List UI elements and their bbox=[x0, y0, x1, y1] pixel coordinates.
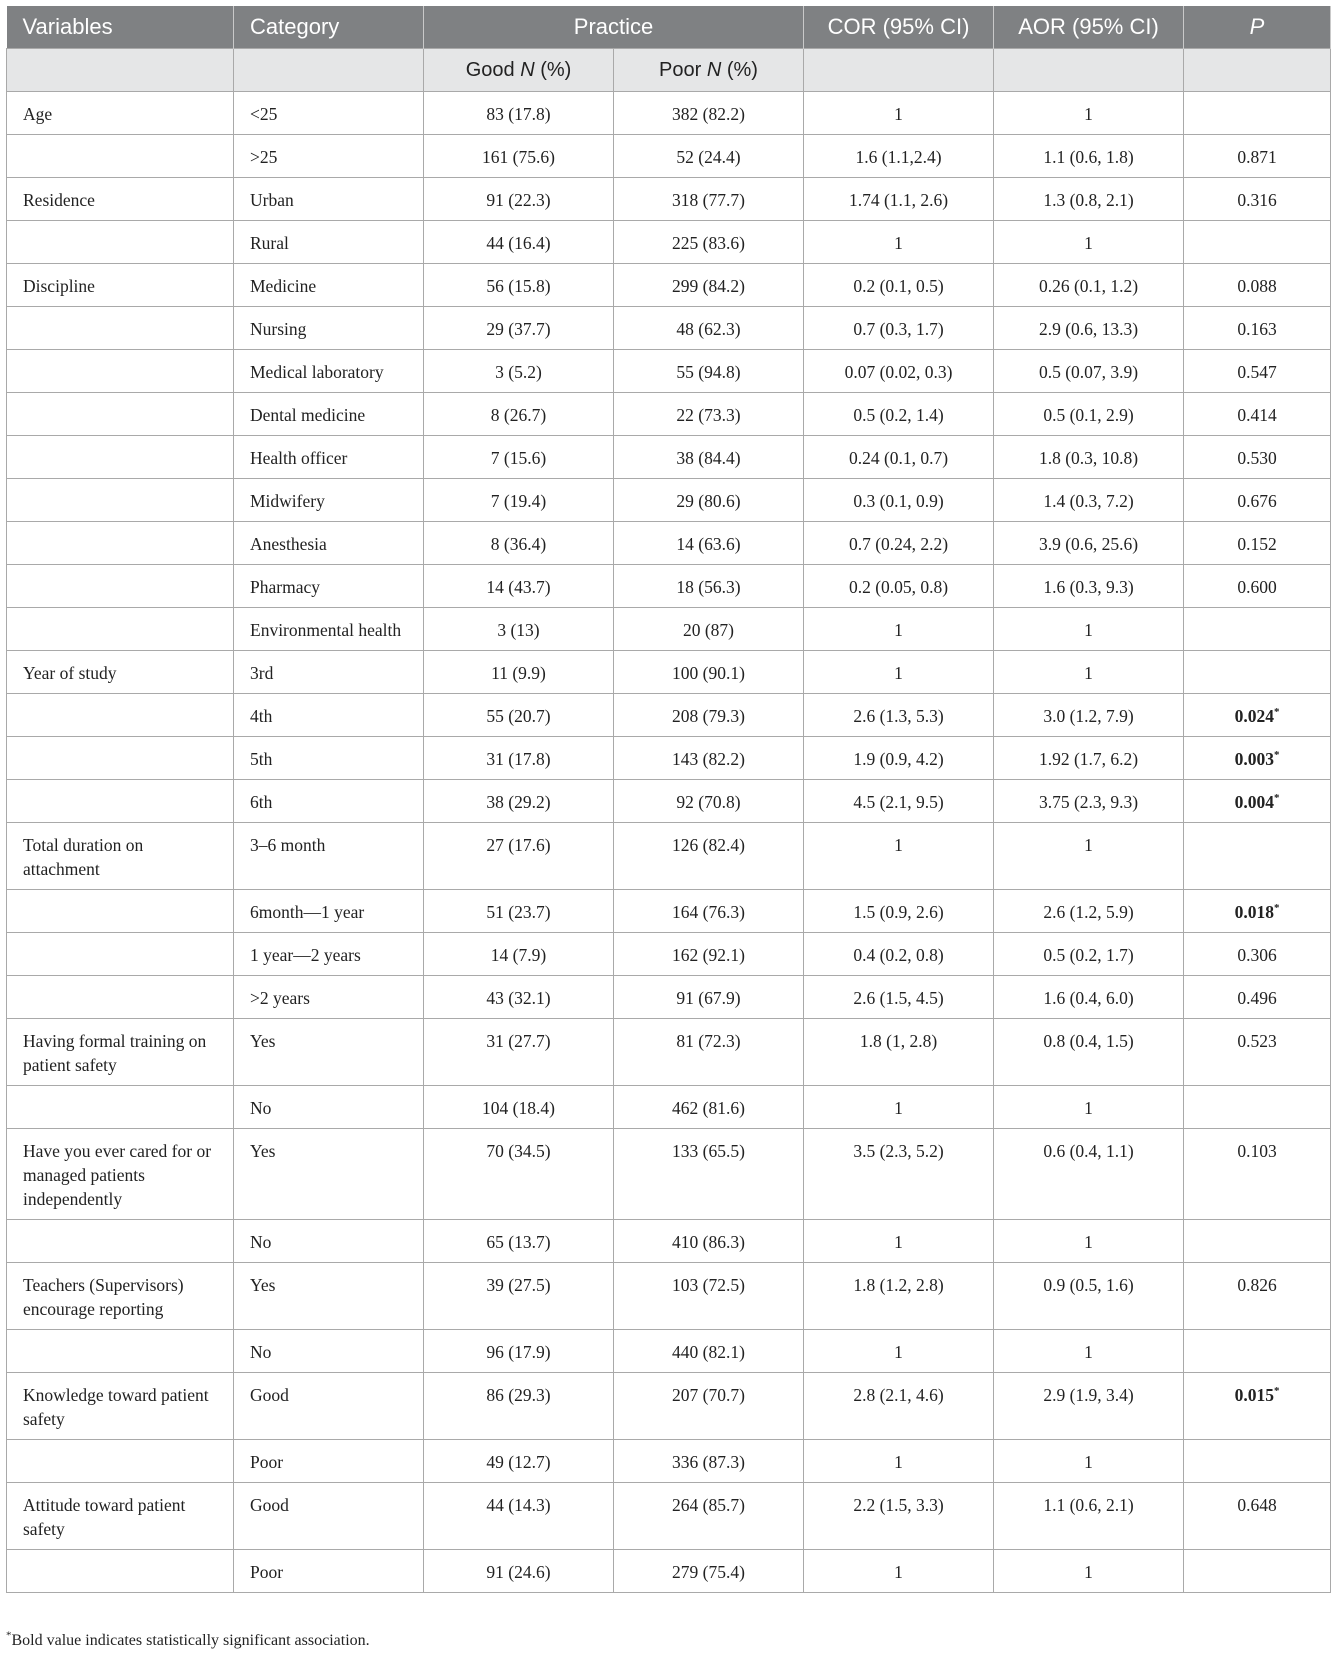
cell-poor: 318 (77.7) bbox=[614, 178, 804, 221]
cell-variable bbox=[7, 135, 234, 178]
table-row bbox=[7, 436, 1331, 479]
cell-p-value bbox=[1184, 1440, 1331, 1483]
cell-cor: 1 bbox=[804, 608, 994, 651]
cell-category: Nursing bbox=[234, 307, 424, 350]
cell-aor: 1.3 (0.8, 2.1) bbox=[994, 178, 1184, 221]
cell-cor: 1 bbox=[804, 221, 994, 264]
cell-category: Urban bbox=[234, 178, 424, 221]
cell-poor: 29 (80.6) bbox=[614, 479, 804, 522]
cell-variable bbox=[7, 694, 234, 737]
cell-aor: 1.4 (0.3, 7.2) bbox=[994, 479, 1184, 522]
cell-category: Rural bbox=[234, 221, 424, 264]
cell-poor: 440 (82.1) bbox=[614, 1330, 804, 1373]
cell-poor: 164 (76.3) bbox=[614, 890, 804, 933]
cell-cor: 3.5 (2.3, 5.2) bbox=[804, 1129, 994, 1220]
cell-category: 4th bbox=[234, 694, 424, 737]
cell-variable bbox=[7, 1086, 234, 1129]
cell-good: 8 (26.7) bbox=[424, 393, 614, 436]
cell-poor: 126 (82.4) bbox=[614, 823, 804, 890]
cell-poor: 410 (86.3) bbox=[614, 1220, 804, 1263]
cell-p-value: 0.088 bbox=[1184, 264, 1331, 307]
cell-poor: 462 (81.6) bbox=[614, 1086, 804, 1129]
table-row bbox=[7, 1220, 1331, 1263]
cell-p-value bbox=[1184, 823, 1331, 890]
cell-variable bbox=[7, 890, 234, 933]
table-row bbox=[7, 221, 1331, 264]
cell-aor: 3.0 (1.2, 7.9) bbox=[994, 694, 1184, 737]
cell-good: 104 (18.4) bbox=[424, 1086, 614, 1129]
cell-good: 65 (13.7) bbox=[424, 1220, 614, 1263]
table-row bbox=[7, 1129, 1331, 1220]
cell-variable bbox=[7, 522, 234, 565]
cell-good: 39 (27.5) bbox=[424, 1263, 614, 1330]
cell-poor: 100 (90.1) bbox=[614, 651, 804, 694]
cell-aor: 1.92 (1.7, 6.2) bbox=[994, 737, 1184, 780]
cell-good: 27 (17.6) bbox=[424, 823, 614, 890]
subheader-blank-1 bbox=[7, 49, 234, 92]
cell-category: 6th bbox=[234, 780, 424, 823]
table-row bbox=[7, 1019, 1331, 1086]
cell-good: 43 (32.1) bbox=[424, 976, 614, 1019]
table-row bbox=[7, 1550, 1331, 1593]
cell-variable: Total duration on attachment bbox=[7, 823, 234, 890]
cell-aor: 1 bbox=[994, 92, 1184, 135]
cell-poor: 103 (72.5) bbox=[614, 1263, 804, 1330]
cell-aor: 0.6 (0.4, 1.1) bbox=[994, 1129, 1184, 1220]
cell-cor: 1.6 (1.1,2.4) bbox=[804, 135, 994, 178]
cell-cor: 1.8 (1, 2.8) bbox=[804, 1019, 994, 1086]
cell-aor: 1 bbox=[994, 651, 1184, 694]
cell-cor: 0.2 (0.1, 0.5) bbox=[804, 264, 994, 307]
cell-p-value: 0.600 bbox=[1184, 565, 1331, 608]
cell-variable: Discipline bbox=[7, 264, 234, 307]
cell-poor: 382 (82.2) bbox=[614, 92, 804, 135]
cell-poor: 22 (73.3) bbox=[614, 393, 804, 436]
cell-variable bbox=[7, 976, 234, 1019]
cell-p-value bbox=[1184, 221, 1331, 264]
cell-variable bbox=[7, 1220, 234, 1263]
table-row bbox=[7, 393, 1331, 436]
cell-good: 161 (75.6) bbox=[424, 135, 614, 178]
cell-cor: 2.6 (1.5, 4.5) bbox=[804, 976, 994, 1019]
cell-aor: 1.8 (0.3, 10.8) bbox=[994, 436, 1184, 479]
cell-cor: 1.8 (1.2, 2.8) bbox=[804, 1263, 994, 1330]
cell-variable bbox=[7, 565, 234, 608]
table-row bbox=[7, 1373, 1331, 1440]
cell-category: Dental medicine bbox=[234, 393, 424, 436]
header-variables: Variables bbox=[7, 6, 234, 49]
subheader-blank-3 bbox=[804, 49, 994, 92]
cell-poor: 264 (85.7) bbox=[614, 1483, 804, 1550]
header-practice: Practice bbox=[424, 6, 804, 49]
cell-aor: 0.8 (0.4, 1.5) bbox=[994, 1019, 1184, 1086]
cell-cor: 0.2 (0.05, 0.8) bbox=[804, 565, 994, 608]
cell-p-value bbox=[1184, 1330, 1331, 1373]
table-row bbox=[7, 307, 1331, 350]
cell-variable: Have you ever cared for or managed patients independently bbox=[7, 1129, 234, 1220]
cell-poor: 92 (70.8) bbox=[614, 780, 804, 823]
cell-poor: 336 (87.3) bbox=[614, 1440, 804, 1483]
cell-cor: 0.4 (0.2, 0.8) bbox=[804, 933, 994, 976]
cell-p-value: 0.530 bbox=[1184, 436, 1331, 479]
cell-p-value bbox=[1184, 1550, 1331, 1593]
cell-p-value: 0.003* bbox=[1184, 737, 1331, 780]
table-row bbox=[7, 522, 1331, 565]
cell-aor: 1 bbox=[994, 1086, 1184, 1129]
cell-variable: Age bbox=[7, 92, 234, 135]
cell-category: No bbox=[234, 1220, 424, 1263]
table-row bbox=[7, 92, 1331, 135]
cell-good: 86 (29.3) bbox=[424, 1373, 614, 1440]
cell-cor: 1.9 (0.9, 4.2) bbox=[804, 737, 994, 780]
cell-p-value: 0.676 bbox=[1184, 479, 1331, 522]
cell-aor: 3.75 (2.3, 9.3) bbox=[994, 780, 1184, 823]
header-aor: AOR (95% CI) bbox=[994, 6, 1184, 49]
subheader-poor: Poor N (%) bbox=[614, 49, 804, 92]
cell-variable bbox=[7, 350, 234, 393]
cell-aor: 2.6 (1.2, 5.9) bbox=[994, 890, 1184, 933]
cell-category: >2 years bbox=[234, 976, 424, 1019]
table-row bbox=[7, 890, 1331, 933]
cell-poor: 91 (67.9) bbox=[614, 976, 804, 1019]
cell-cor: 1 bbox=[804, 651, 994, 694]
cell-category: 5th bbox=[234, 737, 424, 780]
header-row bbox=[7, 6, 1331, 49]
cell-aor: 0.9 (0.5, 1.6) bbox=[994, 1263, 1184, 1330]
cell-category: 6month—1 year bbox=[234, 890, 424, 933]
cell-category: Yes bbox=[234, 1019, 424, 1086]
cell-category: <25 bbox=[234, 92, 424, 135]
cell-category: Poor bbox=[234, 1440, 424, 1483]
cell-variable bbox=[7, 780, 234, 823]
cell-category: Poor bbox=[234, 1550, 424, 1593]
header-category: Category bbox=[234, 6, 424, 49]
cell-cor: 1 bbox=[804, 1440, 994, 1483]
cell-category: Health officer bbox=[234, 436, 424, 479]
cell-p-value: 0.871 bbox=[1184, 135, 1331, 178]
cell-poor: 20 (87) bbox=[614, 608, 804, 651]
cell-category: Anesthesia bbox=[234, 522, 424, 565]
table-row bbox=[7, 651, 1331, 694]
cell-aor: 1.1 (0.6, 2.1) bbox=[994, 1483, 1184, 1550]
cell-poor: 208 (79.3) bbox=[614, 694, 804, 737]
header-p: P bbox=[1184, 6, 1331, 49]
table-row bbox=[7, 737, 1331, 780]
cell-good: 7 (19.4) bbox=[424, 479, 614, 522]
cell-category: 3rd bbox=[234, 651, 424, 694]
cell-variable bbox=[7, 436, 234, 479]
cell-aor: 1 bbox=[994, 221, 1184, 264]
cell-p-value: 0.523 bbox=[1184, 1019, 1331, 1086]
cell-cor: 1 bbox=[804, 1330, 994, 1373]
cell-variable: Having formal training on patient safety bbox=[7, 1019, 234, 1086]
cell-aor: 0.26 (0.1, 1.2) bbox=[994, 264, 1184, 307]
cell-p-value: 0.414 bbox=[1184, 393, 1331, 436]
cell-cor: 1 bbox=[804, 92, 994, 135]
cell-good: 91 (22.3) bbox=[424, 178, 614, 221]
cell-cor: 2.2 (1.5, 3.3) bbox=[804, 1483, 994, 1550]
cell-category: >25 bbox=[234, 135, 424, 178]
cell-good: 14 (7.9) bbox=[424, 933, 614, 976]
table-row bbox=[7, 264, 1331, 307]
cell-p-value: 0.152 bbox=[1184, 522, 1331, 565]
cell-variable: Residence bbox=[7, 178, 234, 221]
cell-poor: 225 (83.6) bbox=[614, 221, 804, 264]
cell-variable bbox=[7, 1550, 234, 1593]
cell-good: 3 (5.2) bbox=[424, 350, 614, 393]
table-row bbox=[7, 565, 1331, 608]
cell-aor: 1.6 (0.4, 6.0) bbox=[994, 976, 1184, 1019]
cell-aor: 2.9 (0.6, 13.3) bbox=[994, 307, 1184, 350]
cell-good: 44 (16.4) bbox=[424, 221, 614, 264]
cell-good: 8 (36.4) bbox=[424, 522, 614, 565]
cell-cor: 1.5 (0.9, 2.6) bbox=[804, 890, 994, 933]
cell-poor: 52 (24.4) bbox=[614, 135, 804, 178]
cell-good: 3 (13) bbox=[424, 608, 614, 651]
subheader-row bbox=[7, 49, 1331, 92]
cell-aor: 1 bbox=[994, 823, 1184, 890]
cell-cor: 4.5 (2.1, 9.5) bbox=[804, 780, 994, 823]
cell-category: 3–6 month bbox=[234, 823, 424, 890]
cell-category: Yes bbox=[234, 1129, 424, 1220]
cell-category: Pharmacy bbox=[234, 565, 424, 608]
cell-aor: 1.1 (0.6, 1.8) bbox=[994, 135, 1184, 178]
cell-good: 83 (17.8) bbox=[424, 92, 614, 135]
cell-cor: 0.7 (0.3, 1.7) bbox=[804, 307, 994, 350]
cell-category: 1 year—2 years bbox=[234, 933, 424, 976]
subheader-blank-2 bbox=[234, 49, 424, 92]
cell-aor: 1 bbox=[994, 1330, 1184, 1373]
cell-cor: 1 bbox=[804, 1220, 994, 1263]
cell-poor: 162 (92.1) bbox=[614, 933, 804, 976]
cell-poor: 143 (82.2) bbox=[614, 737, 804, 780]
table-row bbox=[7, 178, 1331, 221]
cell-cor: 0.3 (0.1, 0.9) bbox=[804, 479, 994, 522]
cell-variable bbox=[7, 307, 234, 350]
cell-good: 51 (23.7) bbox=[424, 890, 614, 933]
cell-poor: 38 (84.4) bbox=[614, 436, 804, 479]
cell-aor: 3.9 (0.6, 25.6) bbox=[994, 522, 1184, 565]
cell-good: 44 (14.3) bbox=[424, 1483, 614, 1550]
cell-p-value: 0.004* bbox=[1184, 780, 1331, 823]
cell-p-value: 0.103 bbox=[1184, 1129, 1331, 1220]
table-row bbox=[7, 933, 1331, 976]
cell-variable bbox=[7, 1440, 234, 1483]
cell-variable: Knowledge toward patient safety bbox=[7, 1373, 234, 1440]
cell-good: 96 (17.9) bbox=[424, 1330, 614, 1373]
cell-variable: Teachers (Supervisors) encourage reporting bbox=[7, 1263, 234, 1330]
cell-good: 91 (24.6) bbox=[424, 1550, 614, 1593]
table-row bbox=[7, 976, 1331, 1019]
cell-category: No bbox=[234, 1330, 424, 1373]
table-row bbox=[7, 1330, 1331, 1373]
table-row bbox=[7, 780, 1331, 823]
cell-aor: 1 bbox=[994, 1550, 1184, 1593]
cell-cor: 1 bbox=[804, 823, 994, 890]
header-cor: COR (95% CI) bbox=[804, 6, 994, 49]
cell-p-value: 0.547 bbox=[1184, 350, 1331, 393]
cell-p-value: 0.015* bbox=[1184, 1373, 1331, 1440]
cell-aor: 0.5 (0.07, 3.9) bbox=[994, 350, 1184, 393]
cell-good: 14 (43.7) bbox=[424, 565, 614, 608]
subheader-blank-5 bbox=[1184, 49, 1331, 92]
cell-poor: 14 (63.6) bbox=[614, 522, 804, 565]
cell-poor: 55 (94.8) bbox=[614, 350, 804, 393]
cell-p-value bbox=[1184, 608, 1331, 651]
cell-p-value: 0.496 bbox=[1184, 976, 1331, 1019]
cell-good: 55 (20.7) bbox=[424, 694, 614, 737]
cell-variable bbox=[7, 608, 234, 651]
cell-good: 70 (34.5) bbox=[424, 1129, 614, 1220]
table-row bbox=[7, 694, 1331, 737]
cell-cor: 0.5 (0.2, 1.4) bbox=[804, 393, 994, 436]
table-row bbox=[7, 823, 1331, 890]
cell-category: Good bbox=[234, 1373, 424, 1440]
cell-p-value: 0.648 bbox=[1184, 1483, 1331, 1550]
cell-p-value: 0.163 bbox=[1184, 307, 1331, 350]
cell-variable bbox=[7, 221, 234, 264]
cell-aor: 1 bbox=[994, 1440, 1184, 1483]
cell-variable bbox=[7, 737, 234, 780]
results-table-container bbox=[6, 6, 1330, 1593]
cell-poor: 81 (72.3) bbox=[614, 1019, 804, 1086]
table-row bbox=[7, 479, 1331, 522]
cell-good: 7 (15.6) bbox=[424, 436, 614, 479]
table-row bbox=[7, 608, 1331, 651]
cell-aor: 1.6 (0.3, 9.3) bbox=[994, 565, 1184, 608]
cell-variable bbox=[7, 393, 234, 436]
cell-poor: 133 (65.5) bbox=[614, 1129, 804, 1220]
cell-category: No bbox=[234, 1086, 424, 1129]
table-row bbox=[7, 1263, 1331, 1330]
cell-p-value: 0.024* bbox=[1184, 694, 1331, 737]
cell-category: Medicine bbox=[234, 264, 424, 307]
cell-cor: 2.8 (2.1, 4.6) bbox=[804, 1373, 994, 1440]
subheader-blank-4 bbox=[994, 49, 1184, 92]
cell-p-value bbox=[1184, 1220, 1331, 1263]
cell-p-value: 0.306 bbox=[1184, 933, 1331, 976]
cell-p-value bbox=[1184, 651, 1331, 694]
cell-good: 31 (17.8) bbox=[424, 737, 614, 780]
cell-category: Good bbox=[234, 1483, 424, 1550]
cell-variable: Year of study bbox=[7, 651, 234, 694]
cell-cor: 2.6 (1.3, 5.3) bbox=[804, 694, 994, 737]
cell-category: Environmental health bbox=[234, 608, 424, 651]
table-row bbox=[7, 1440, 1331, 1483]
cell-poor: 299 (84.2) bbox=[614, 264, 804, 307]
cell-variable bbox=[7, 479, 234, 522]
cell-good: 29 (37.7) bbox=[424, 307, 614, 350]
cell-aor: 1 bbox=[994, 1220, 1184, 1263]
table-row bbox=[7, 1483, 1331, 1550]
cell-category: Midwifery bbox=[234, 479, 424, 522]
cell-variable: Attitude toward patient safety bbox=[7, 1483, 234, 1550]
cell-poor: 207 (70.7) bbox=[614, 1373, 804, 1440]
cell-cor: 0.07 (0.02, 0.3) bbox=[804, 350, 994, 393]
association-table bbox=[6, 6, 1331, 1593]
cell-variable bbox=[7, 933, 234, 976]
cell-cor: 1 bbox=[804, 1086, 994, 1129]
cell-poor: 279 (75.4) bbox=[614, 1550, 804, 1593]
footnote: *Bold value indicates statistically significant association. bbox=[6, 1629, 370, 1649]
cell-p-value: 0.316 bbox=[1184, 178, 1331, 221]
cell-aor: 1 bbox=[994, 608, 1184, 651]
table-body bbox=[7, 92, 1331, 1593]
cell-variable bbox=[7, 1330, 234, 1373]
cell-aor: 2.9 (1.9, 3.4) bbox=[994, 1373, 1184, 1440]
cell-p-value bbox=[1184, 92, 1331, 135]
cell-aor: 0.5 (0.2, 1.7) bbox=[994, 933, 1184, 976]
table-row bbox=[7, 135, 1331, 178]
cell-cor: 1.74 (1.1, 2.6) bbox=[804, 178, 994, 221]
cell-p-value: 0.018* bbox=[1184, 890, 1331, 933]
cell-poor: 18 (56.3) bbox=[614, 565, 804, 608]
table-row bbox=[7, 1086, 1331, 1129]
cell-good: 56 (15.8) bbox=[424, 264, 614, 307]
cell-p-value: 0.826 bbox=[1184, 1263, 1331, 1330]
table-row bbox=[7, 350, 1331, 393]
cell-good: 38 (29.2) bbox=[424, 780, 614, 823]
cell-good: 31 (27.7) bbox=[424, 1019, 614, 1086]
cell-poor: 48 (62.3) bbox=[614, 307, 804, 350]
cell-good: 11 (9.9) bbox=[424, 651, 614, 694]
cell-cor: 0.24 (0.1, 0.7) bbox=[804, 436, 994, 479]
cell-p-value bbox=[1184, 1086, 1331, 1129]
cell-aor: 0.5 (0.1, 2.9) bbox=[994, 393, 1184, 436]
subheader-good: Good N (%) bbox=[424, 49, 614, 92]
cell-good: 49 (12.7) bbox=[424, 1440, 614, 1483]
cell-category: Yes bbox=[234, 1263, 424, 1330]
cell-cor: 1 bbox=[804, 1550, 994, 1593]
cell-category: Medical laboratory bbox=[234, 350, 424, 393]
cell-cor: 0.7 (0.24, 2.2) bbox=[804, 522, 994, 565]
